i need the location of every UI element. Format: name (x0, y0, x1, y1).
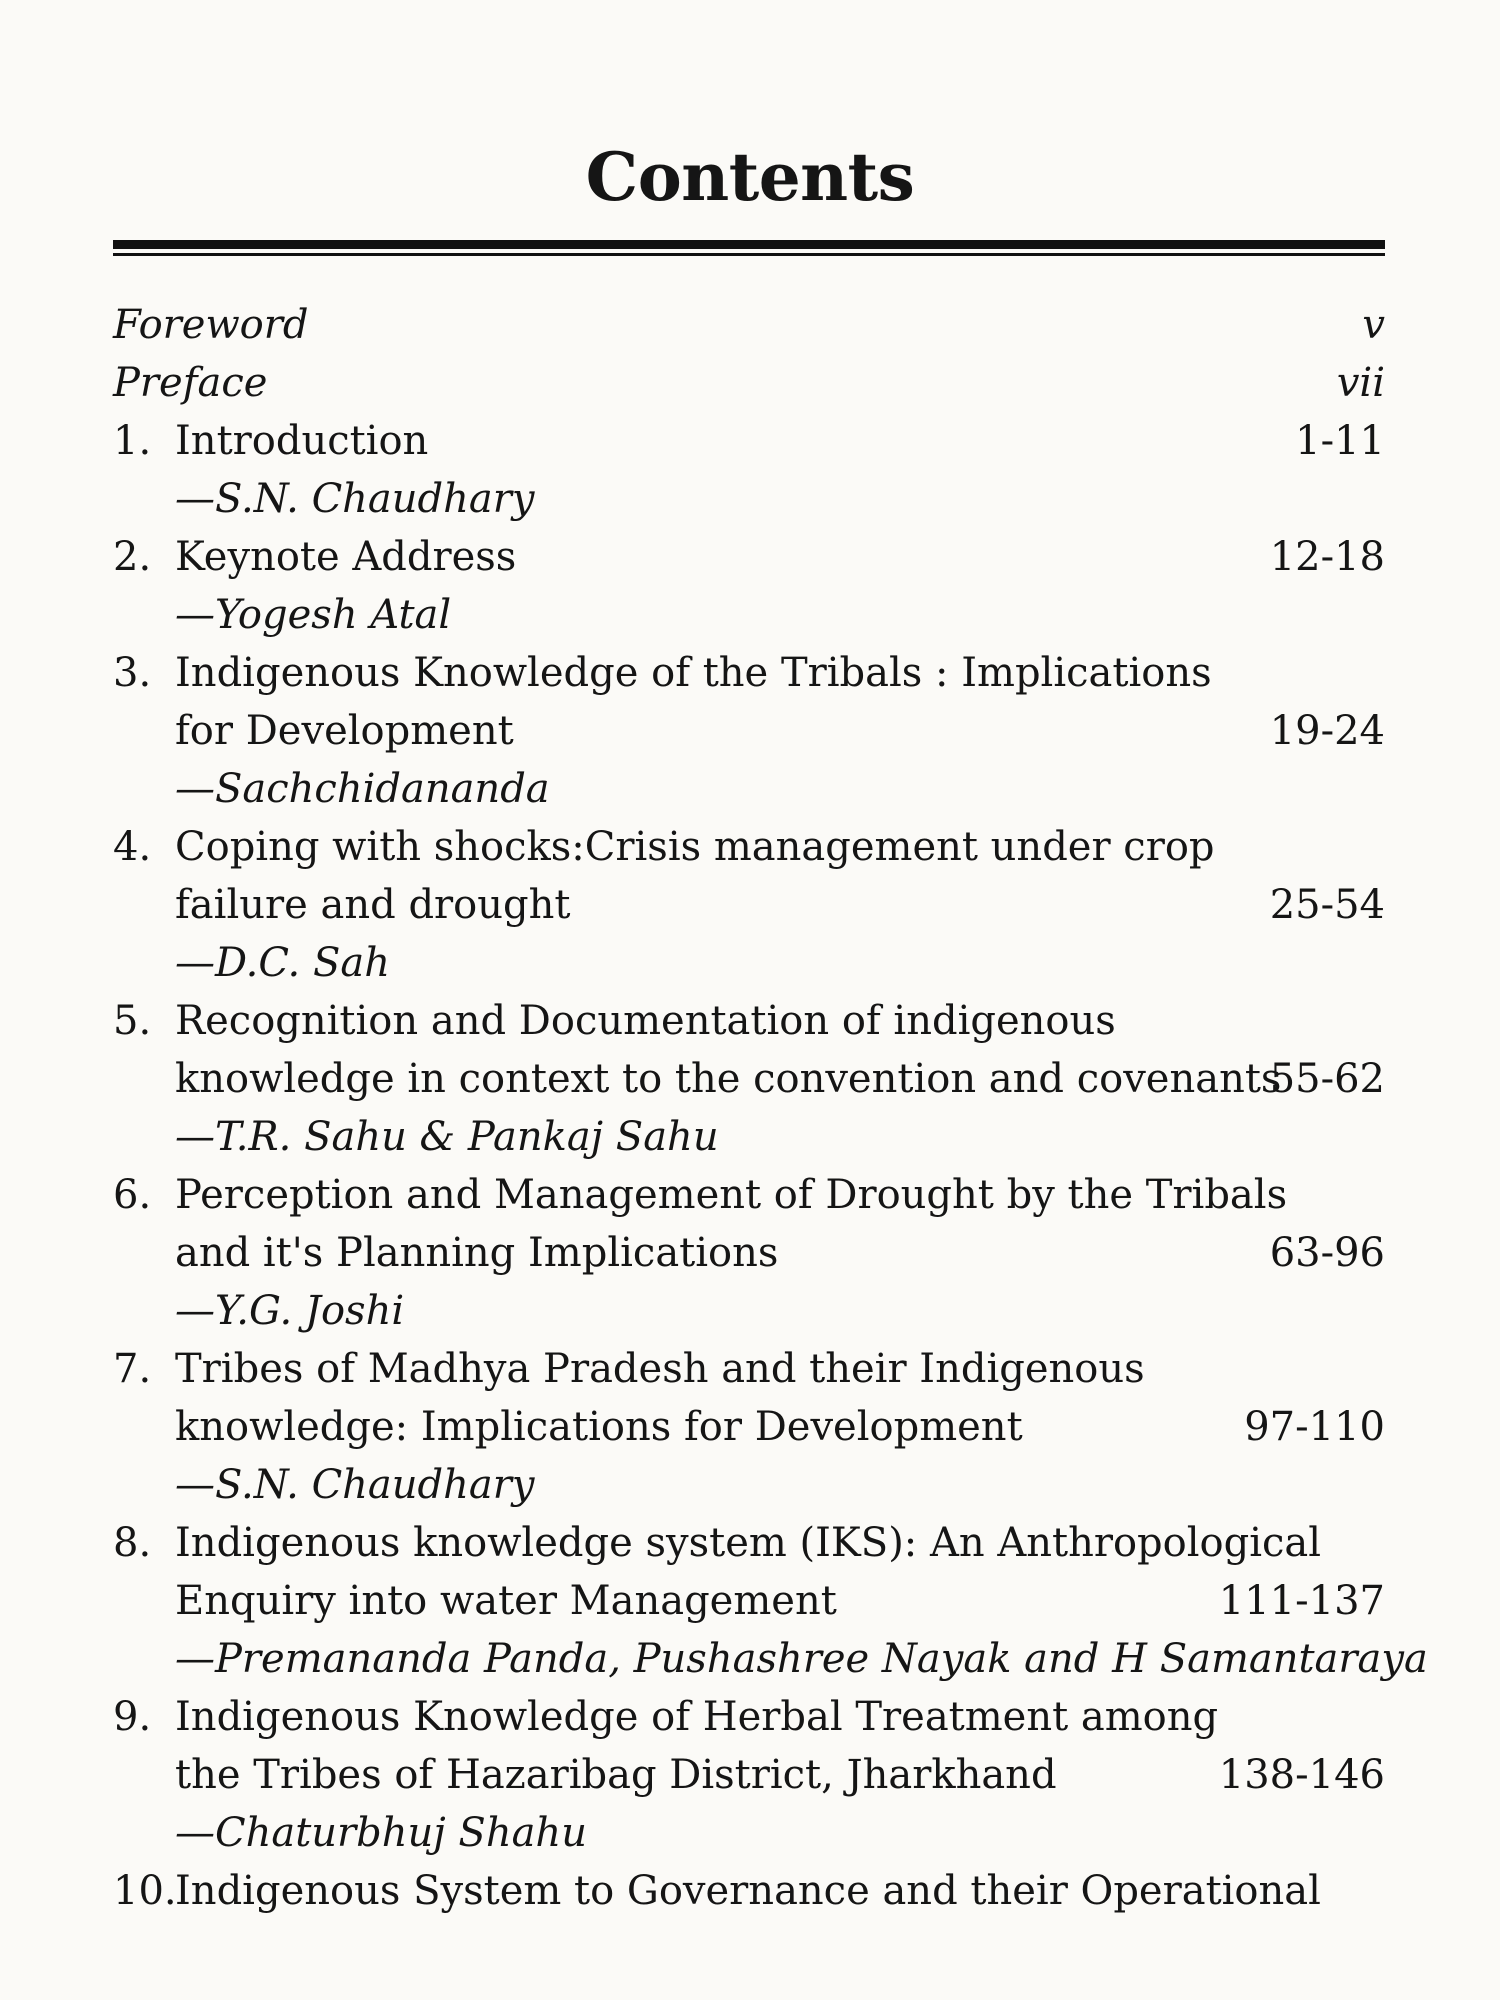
chapter-number: 4. (113, 824, 152, 870)
chapter-title-line: Perception and Management of Drought by the Tribals (175, 1172, 1288, 1218)
chapter-title-line: Indigenous Knowledge of Herbal Treatment among (175, 1694, 1219, 1740)
toc-author-line (113, 1108, 1385, 1166)
chapter-title-line: Indigenous System to Governance and their Operational (175, 1868, 1321, 1914)
toc-author-line (113, 1804, 1385, 1862)
front-matter-label: Foreword (113, 302, 309, 348)
chapter-page-range: 1-11 (1295, 418, 1385, 464)
chapter-number: 8. (113, 1520, 152, 1566)
toc-entry-line (113, 1050, 1385, 1108)
chapter-number: 10. (113, 1868, 177, 1914)
toc-entry (113, 1340, 1385, 1514)
chapter-number: 9. (113, 1694, 152, 1740)
toc-entry-line (113, 1224, 1385, 1282)
toc-entry-line (113, 528, 1385, 586)
toc-front-matter-preface (113, 354, 1385, 412)
toc-author-line (113, 586, 1385, 644)
toc-entry (113, 1862, 1385, 1920)
toc-entry-line (113, 1746, 1385, 1804)
chapter-author: —Yogesh Atal (175, 592, 452, 638)
chapter-number: 3. (113, 650, 152, 696)
toc-author-line (113, 1630, 1428, 1688)
chapter-page-range: 12-18 (1269, 534, 1385, 580)
toc-entry-line (113, 818, 1385, 876)
chapter-author: —Chaturbhuj Shahu (175, 1810, 587, 1856)
chapter-page-range: 138-146 (1218, 1752, 1385, 1798)
chapter-page-range: 63-96 (1269, 1230, 1385, 1276)
chapter-author: —S.N. Chaudhary (175, 1462, 535, 1508)
toc-entry (113, 1514, 1428, 1688)
toc-entry-line (113, 992, 1385, 1050)
chapter-title-line: Introduction (175, 418, 429, 464)
toc-entry (113, 528, 1385, 644)
chapter-title-line: knowledge in context to the convention and covenants (175, 1056, 1282, 1102)
toc-author-line (113, 934, 1385, 992)
toc-entry-line (113, 644, 1385, 702)
chapter-title-line: Tribes of Madhya Pradesh and their Indigenous (175, 1346, 1145, 1392)
table-of-contents (113, 296, 1428, 1920)
chapter-number: 5. (113, 998, 152, 1044)
toc-entry (113, 818, 1385, 992)
toc-author-line (113, 1282, 1385, 1340)
chapter-title-line: Coping with shocks:Crisis management under crop (175, 824, 1215, 870)
toc-entry-line (113, 1572, 1385, 1630)
page-title: Contents (585, 138, 915, 216)
chapter-author: —T.R. Sahu & Pankaj Sahu (175, 1114, 719, 1160)
toc-author-line (113, 760, 1385, 818)
chapter-number: 7. (113, 1346, 152, 1392)
toc-entry-line (113, 1166, 1385, 1224)
chapter-page-range: 25-54 (1269, 882, 1385, 928)
toc-entry (113, 992, 1385, 1166)
toc-entry-line (113, 702, 1385, 760)
toc-entry (113, 1166, 1385, 1340)
toc-entry (113, 644, 1385, 818)
chapter-page-range: 111-137 (1218, 1578, 1385, 1624)
chapter-author: —Sachchidananda (175, 766, 550, 812)
front-matter-page: vii (1336, 360, 1385, 406)
toc-author-line (113, 470, 1385, 528)
toc-entry-line (113, 876, 1385, 934)
chapter-page-range: 19-24 (1269, 708, 1385, 754)
chapter-title-line: the Tribes of Hazaribag District, Jharkhand (175, 1752, 1057, 1798)
chapter-page-range: 97-110 (1244, 1404, 1385, 1450)
chapter-page-range: 55-62 (1269, 1056, 1385, 1102)
title-rule-thick (113, 240, 1385, 249)
toc-entry-line (113, 1398, 1385, 1456)
chapter-author: —Y.G. Joshi (175, 1288, 405, 1334)
chapter-author: —S.N. Chaudhary (175, 476, 535, 522)
toc-entry-line (113, 1514, 1385, 1572)
title-rule-thin (113, 253, 1385, 256)
chapter-title-line: failure and drought (175, 882, 571, 928)
front-matter-page: v (1362, 302, 1385, 348)
chapter-title-line: and it's Planning Implications (175, 1230, 779, 1276)
chapter-title-line: Keynote Address (175, 534, 517, 580)
toc-entry-line (113, 1688, 1385, 1746)
toc-entry (113, 412, 1385, 528)
chapter-number: 6. (113, 1172, 152, 1218)
toc-entry-line (113, 412, 1385, 470)
chapter-title-line: Enquiry into water Management (175, 1578, 837, 1624)
chapter-title-line: for Development (175, 708, 514, 754)
chapter-number: 1. (113, 418, 152, 464)
chapter-author: —D.C. Sah (175, 940, 390, 986)
toc-entry-line (113, 1340, 1385, 1398)
chapter-title-line: Indigenous Knowledge of the Tribals : Implications (175, 650, 1212, 696)
toc-entry (113, 1688, 1385, 1862)
toc-entry-line (113, 1862, 1385, 1920)
chapter-number: 2. (113, 534, 152, 580)
toc-author-line (113, 1456, 1385, 1514)
chapter-author: —Premananda Panda, Pushashree Nayak and H Samantaraya (175, 1636, 1428, 1682)
chapter-title-line: Recognition and Documentation of indigenous (175, 998, 1116, 1044)
toc-entries (113, 412, 1428, 1920)
toc-front-matter-foreword (113, 296, 1385, 354)
chapter-title-line: knowledge: Implications for Development (175, 1404, 1023, 1450)
front-matter-label: Preface (113, 360, 268, 406)
chapter-title-line: Indigenous knowledge system (IKS): An Anthropological (175, 1520, 1322, 1566)
